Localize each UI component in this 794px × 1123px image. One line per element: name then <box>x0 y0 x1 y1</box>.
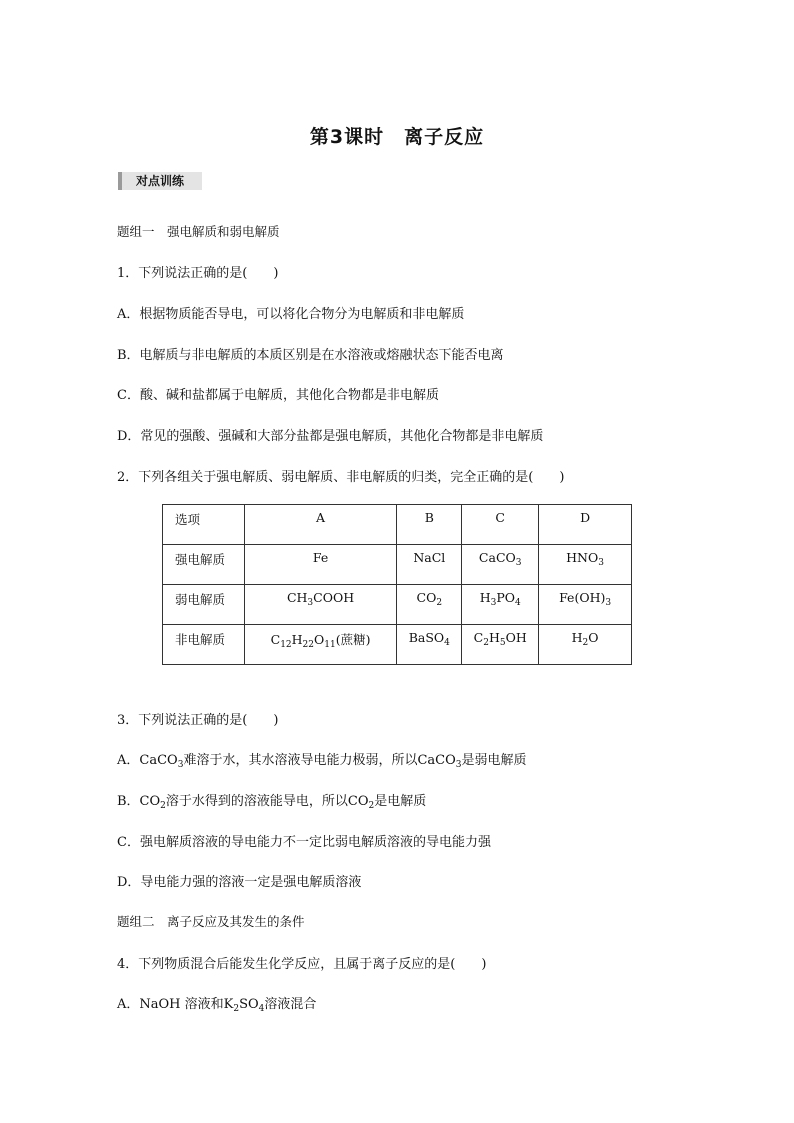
table-header-cell: 选项 <box>163 505 245 545</box>
table-cell: $Fe(OH)_3$ <box>539 585 632 625</box>
q3-option-d: D．导电能力强的溶液一定是强电解质溶液 <box>117 875 362 890</box>
q1-option-d: D．常见的强酸、强碱和大部分盐都是强电解质，其他化合物都是非电解质 <box>117 429 544 444</box>
q3-option-c: C．强电解质溶液的导电能力不一定比弱电解质溶液的导电能力强 <box>117 835 491 850</box>
group-heading-1: 题组一 强电解质和弱电解质 <box>117 224 280 239</box>
q4-option-a: A．NaOH 溶液和$K_2SO_4$溶液混合 <box>117 997 317 1014</box>
table-row <box>163 585 632 625</box>
table-row <box>163 625 632 665</box>
row-label: 弱电解质 <box>163 585 245 625</box>
group-heading-2: 题组二 离子反应及其发生的条件 <box>117 914 305 929</box>
table-cell: NaCl <box>397 545 462 585</box>
q3-stem: 3．下列说法正确的是( ) <box>117 713 279 728</box>
table-cell: $HNO_3$ <box>539 545 632 585</box>
table-row <box>163 545 632 585</box>
table-cell: $C_{12}H_{22}O_{11}$(蔗糖) <box>244 625 397 665</box>
row-label: 非电解质 <box>163 625 245 665</box>
page-title: 第3课时 离子反应 <box>309 126 485 148</box>
table-header-cell: D <box>539 505 632 545</box>
section-tag: 对点训练 <box>118 172 202 190</box>
table-cell: $CO_2$ <box>397 585 462 625</box>
table-header-cell: A <box>244 505 397 545</box>
table-cell: $C_2H_5OH$ <box>462 625 539 665</box>
table-header-cell: B <box>397 505 462 545</box>
table-header-row <box>163 505 632 545</box>
table-cell: CaCO$_3$ <box>462 545 539 585</box>
classification-table <box>162 504 632 665</box>
q4-stem: 4．下列物质混合后能发生化学反应，且属于离子反应的是( ) <box>117 957 487 972</box>
table-cell: $H_2O$ <box>539 625 632 665</box>
q1-option-a: A．根据物质能否导电，可以将化合物分为电解质和非电解质 <box>117 307 465 322</box>
table-cell: $CH_3COOH$ <box>244 585 397 625</box>
q2-stem: 2．下列各组关于强电解质、弱电解质、非电解质的归类，完全正确的是( ) <box>117 470 565 485</box>
q1-stem: 1．下列说法正确的是( ) <box>117 266 279 281</box>
table-cell: $H_3PO_4$ <box>462 585 539 625</box>
q3-option-a: A．CaCO$_3$难溶于水，其水溶液导电能力极弱，所以CaCO$_3$是弱电解质 <box>117 753 527 770</box>
row-label: 强电解质 <box>163 545 245 585</box>
q1-option-b: B．电解质与非电解质的本质区别是在水溶液或熔融状态下能否电离 <box>117 348 504 363</box>
q3-option-b: B．$CO_2$溶于水得到的溶液能导电，所以$CO_2$是电解质 <box>117 794 427 811</box>
table-header-cell: C <box>462 505 539 545</box>
table-cell: BaSO$_4$ <box>397 625 462 665</box>
q1-option-c: C．酸、碱和盐都属于电解质，其他化合物都是非电解质 <box>117 388 439 403</box>
table-cell: Fe <box>244 545 397 585</box>
